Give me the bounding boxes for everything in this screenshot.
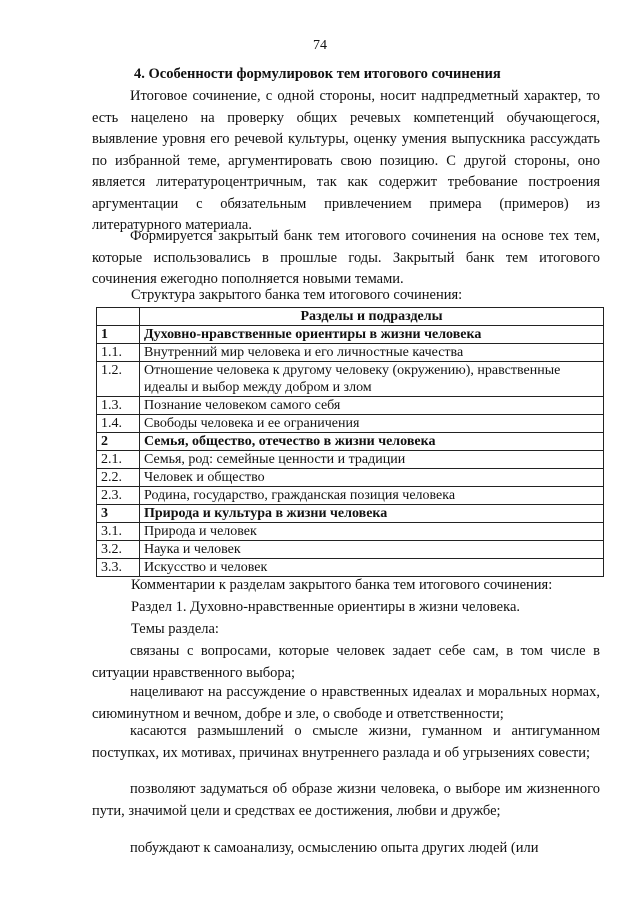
table-row: 3.3. Искусство и человек xyxy=(97,559,604,577)
table-row: 1.1. Внутренний мир человека и его личностные качества xyxy=(97,344,604,362)
comments-title: Комментарии к разделам закрытого банка тем итогового сочинения: xyxy=(131,577,553,593)
theme-item-4: позволяют задуматься об образе жизни человека, о выборе им жизненного пути, значимой цели и средствах ее достижения, любви и дружбе; xyxy=(92,781,600,819)
intro-paragraph-1: Итоговое сочинение, с одной стороны, носит надпредметный характер, то есть нацелено на проверку общих речевых компетенций обучающегося, выявление уровня его речевой культуры, оценку умения выпускника рассуждать по избранной теме, аргументировать свою позицию. С другой стороны, оно является литературоцентричным, так как содержит требование построения аргументации с обязательным привлечением примера (примеров) из литературного материала. xyxy=(92,88,600,233)
table-row: 1.2. Отношение человека к другому человеку (окружению), нравственные идеалы и выбор между добром и злом xyxy=(97,362,604,397)
section-1-title: Раздел 1. Духовно-нравственные ориентиры в жизни человека. xyxy=(131,599,521,615)
table-row: 2.3. Родина, государство, гражданская позиция человека xyxy=(97,487,604,505)
table-row: 1.4. Свободы человека и ее ограничения xyxy=(97,415,604,433)
themes-label: Темы раздела: xyxy=(131,621,219,637)
theme-item-5: побуждают к самоанализу, осмыслению опыта других людей (или xyxy=(130,840,539,856)
theme-item-1: связаны с вопросами, которые человек задает себе сам, в том числе в ситуации нравственного выбора; xyxy=(92,643,600,681)
table-row: 3.2. Наука и человек xyxy=(97,541,604,559)
table-caption: Структура закрытого банка тем итогового сочинения: xyxy=(131,287,463,303)
table-row: 2.1. Семья, род: семейные ценности и традиции xyxy=(97,451,604,469)
theme-item-2: нацеливают на рассуждение о нравственных идеалах и моральных нормах, сиюминутном и вечном, добре и зле, о свободе и ответственности; xyxy=(92,684,600,722)
table-header: Разделы и подразделы xyxy=(140,308,604,326)
section-heading: 4. Особенности формулировок тем итогового сочинения xyxy=(134,66,501,82)
table-row: 3.1. Природа и человек xyxy=(97,523,604,541)
intro-paragraph-2: Формируется закрытый банк тем итогового сочинения на основе тех тем, которые использовались в прошлые годы. Закрытый банк тем итогового сочинения ежегодно пополняется новыми темами. xyxy=(92,228,600,287)
page-number: 74 xyxy=(313,38,327,53)
themes-bank-table xyxy=(96,307,604,577)
table-row: 1.3. Познание человеком самого себя xyxy=(97,397,604,415)
table-row: 2 Семья, общество, отечество в жизни человека xyxy=(97,433,604,451)
table-row: 2.2. Человек и общество xyxy=(97,469,604,487)
theme-item-3: касаются размышлений о смысле жизни, гуманном и антигуманном поступках, их мотивах, причинах внутреннего разлада и об угрызениях совести; xyxy=(92,723,600,761)
table-row: 3 Природа и культура в жизни человека xyxy=(97,505,604,523)
table-header-row xyxy=(97,308,604,326)
table-row: 1 Духовно-нравственные ориентиры в жизни человека xyxy=(97,326,604,344)
